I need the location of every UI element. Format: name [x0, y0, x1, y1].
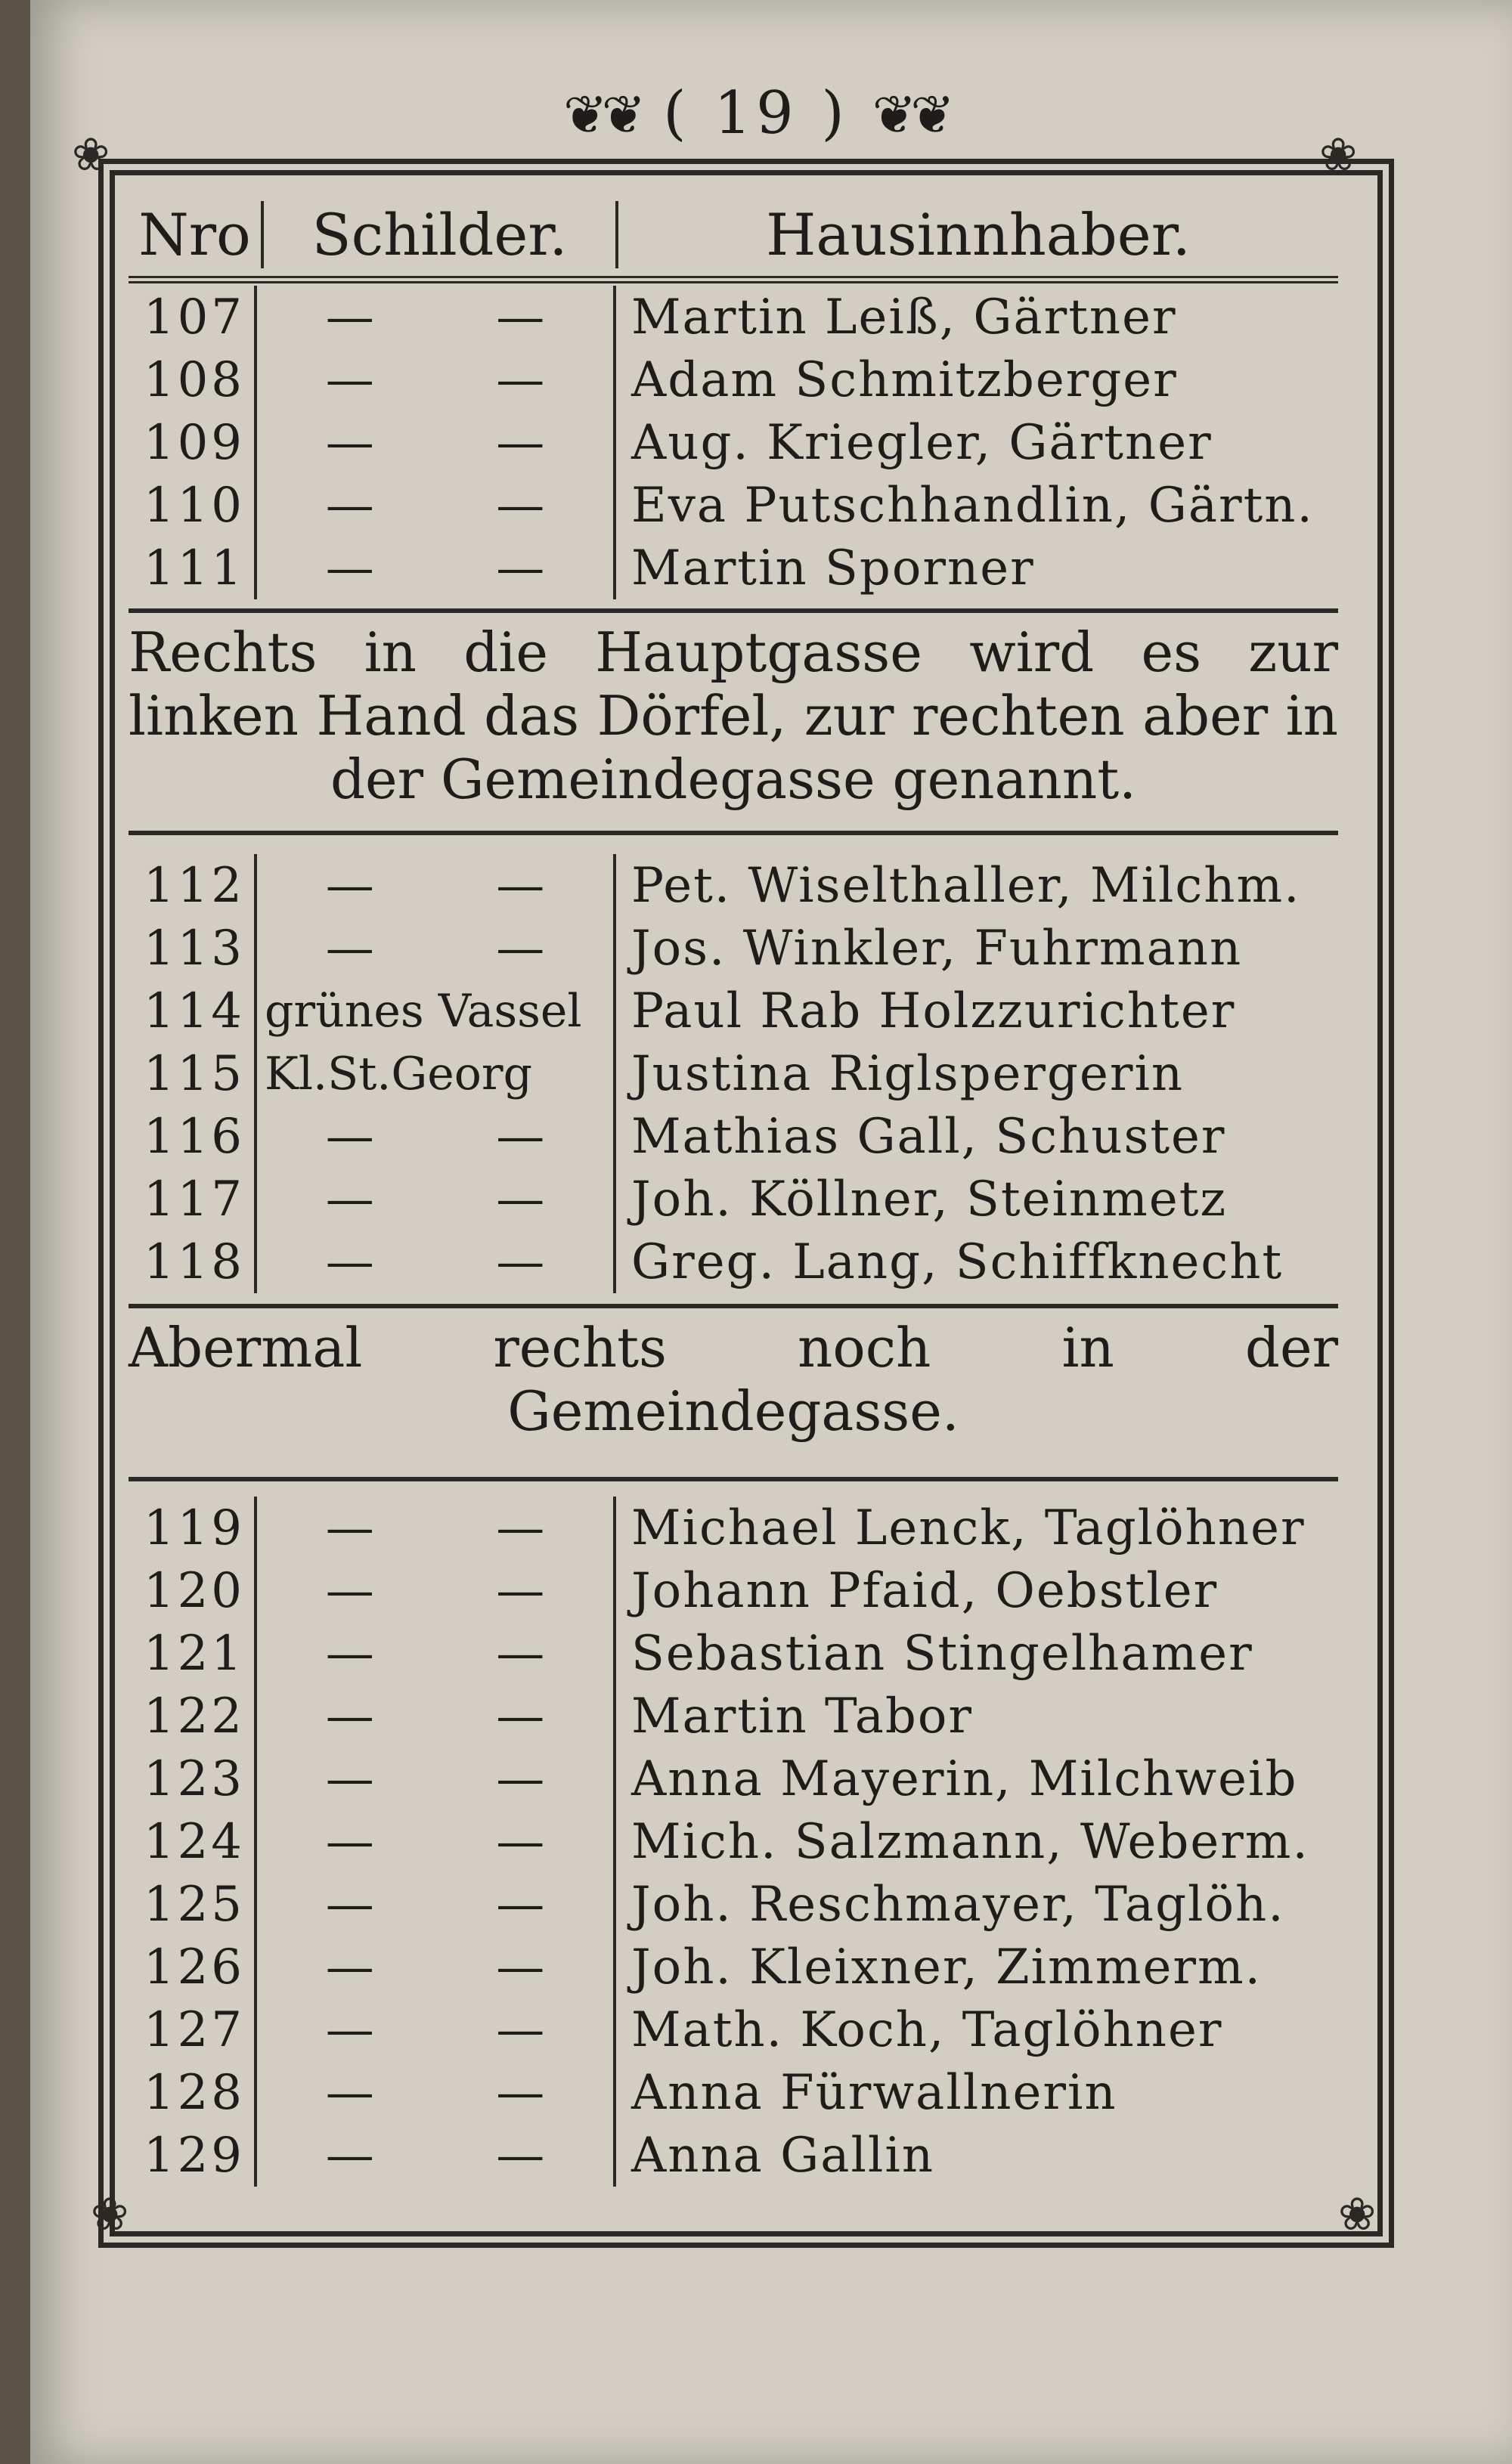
owner-name: Martin Tabor: [631, 1688, 973, 1744]
owner-name: Martin Leiß, Gärtner: [631, 289, 1177, 345]
dash: —: [496, 1500, 545, 1556]
dash: —: [496, 1813, 545, 1870]
dash: —: [496, 1876, 545, 1933]
sign-cell: [257, 1042, 616, 1105]
table-row: [129, 1936, 1338, 1998]
owner-name: Paul Rab Holzzurichter: [631, 983, 1236, 1039]
table-header: [129, 193, 1338, 283]
sign-name: Kl.St.Georg: [265, 1047, 533, 1100]
sign-cell: [257, 1105, 616, 1168]
page-header: [0, 79, 1512, 147]
house-number: 123: [129, 1747, 257, 1810]
owner-name: Michael Lenck, Taglöhner: [631, 1500, 1306, 1556]
table-row: [129, 1497, 1338, 1559]
house-number: 119: [129, 1497, 257, 1559]
house-number: 117: [129, 1168, 257, 1230]
sign-name: grünes Vassel: [265, 984, 582, 1038]
table-row: [129, 1105, 1338, 1168]
house-number: 120: [129, 1559, 257, 1622]
sign-cell: [257, 1873, 616, 1936]
dash: —: [496, 1939, 545, 1995]
dash: —: [325, 1108, 374, 1165]
owner-name: Anna Fürwallnerin: [631, 2064, 1117, 2121]
table-row: [129, 1622, 1338, 1685]
owner-name: Pet. Wiselthaller, Milchm.: [631, 857, 1301, 914]
dash: —: [325, 1939, 374, 1995]
owner-name: Eva Putschhandlin, Gärtn.: [631, 477, 1314, 534]
dash: —: [496, 2001, 545, 2058]
dash: —: [325, 414, 374, 471]
sign-cell: [257, 474, 616, 537]
table-row: [129, 1810, 1338, 1873]
house-number: 121: [129, 1622, 257, 1685]
dash: —: [325, 1171, 374, 1227]
dash: —: [496, 1234, 545, 1290]
table-row: [129, 411, 1338, 474]
dash: —: [325, 477, 374, 534]
owner-name: Adam Schmitzberger: [631, 351, 1178, 408]
house-number: 110: [129, 474, 257, 537]
dash: —: [496, 477, 545, 534]
sign-cell: [257, 1168, 616, 1230]
corner-ornament-icon: ❀: [1338, 2188, 1377, 2241]
table-row: [129, 1747, 1338, 1810]
page-number: ( 19 ): [663, 79, 849, 147]
table-row: [129, 854, 1338, 917]
dash: —: [496, 1750, 545, 1807]
table-row: [129, 2061, 1338, 2124]
sign-cell: [257, 1622, 616, 1685]
ornament-right-icon: ❦❦: [872, 84, 949, 146]
owner-name: Aug. Kriegler, Gärtner: [631, 414, 1213, 471]
house-number: 128: [129, 2061, 257, 2124]
owner-name: Martin Sporner: [631, 540, 1035, 596]
dash: —: [325, 1234, 374, 1290]
corner-ornament-icon: ❀: [1319, 128, 1358, 181]
dash: —: [496, 351, 545, 408]
street-note-2: Abermal rechts noch in der Gemeindegasse.: [129, 1304, 1338, 1481]
sign-cell: [257, 1230, 616, 1293]
house-number: 108: [129, 348, 257, 411]
dash: —: [496, 1688, 545, 1744]
table-row: [129, 1559, 1338, 1622]
house-number: 113: [129, 917, 257, 980]
table-row: [129, 1230, 1338, 1293]
house-number: 114: [129, 980, 257, 1042]
table-group-2: [129, 854, 1338, 1293]
owner-name: Joh. Reschmayer, Taglöh.: [631, 1876, 1285, 1933]
owner-name: Anna Gallin: [631, 2127, 935, 2184]
dash: —: [325, 2127, 374, 2184]
house-number: 107: [129, 286, 257, 348]
dash: —: [496, 414, 545, 471]
dash: —: [496, 857, 545, 914]
header-hausinnhaber: Hausinnhaber.: [766, 200, 1191, 268]
dash: —: [325, 1500, 374, 1556]
sign-cell: [257, 2061, 616, 2124]
dash: —: [325, 351, 374, 408]
owner-name: Jos. Winkler, Fuhrmann: [631, 920, 1243, 977]
table-row: [129, 286, 1338, 348]
owner-name: Johann Pfaid, Oebstler: [631, 1562, 1219, 1619]
house-number: 111: [129, 537, 257, 599]
table-row: [129, 917, 1338, 980]
owner-name: Justina Riglspergerin: [631, 1045, 1185, 1102]
dash: —: [325, 2064, 374, 2121]
dash: —: [325, 1562, 374, 1619]
sign-cell: [257, 917, 616, 980]
sign-cell: [257, 411, 616, 474]
dash: —: [496, 920, 545, 977]
sign-cell: [257, 1747, 616, 1810]
sign-cell: [257, 1685, 616, 1747]
sign-cell: [257, 348, 616, 411]
dash: —: [325, 1625, 374, 1682]
dash: —: [496, 1171, 545, 1227]
owner-name: Anna Mayerin, Milchweib: [631, 1750, 1298, 1807]
house-number: 124: [129, 1810, 257, 1873]
house-number: 112: [129, 854, 257, 917]
dash: —: [496, 2064, 545, 2121]
owner-name: Mathias Gall, Schuster: [631, 1108, 1226, 1165]
table-row: [129, 1998, 1338, 2061]
header-nr: Nro: [129, 201, 264, 268]
house-number: 122: [129, 1685, 257, 1747]
dash: —: [325, 540, 374, 596]
dash: —: [325, 1876, 374, 1933]
owner-name: Greg. Lang, Schiffknecht: [631, 1234, 1284, 1290]
corner-ornament-icon: ❀: [72, 128, 110, 181]
header-schilder: Schilder.: [264, 201, 618, 268]
sign-cell: [257, 1810, 616, 1873]
table-row: [129, 1873, 1338, 1936]
house-number: 127: [129, 1998, 257, 2061]
owner-name: Mich. Salzmann, Weberm.: [631, 1813, 1309, 1870]
house-number: 109: [129, 411, 257, 474]
table-row: [129, 1168, 1338, 1230]
table-row: [129, 1042, 1338, 1105]
table-group-1: [129, 286, 1338, 599]
dash: —: [496, 1108, 545, 1165]
ornament-left-icon: ❦❦: [563, 84, 640, 146]
table-row: [129, 980, 1338, 1042]
dash: —: [496, 540, 545, 596]
dash: —: [496, 2127, 545, 2184]
sign-cell: [257, 1497, 616, 1559]
sign-cell: [257, 854, 616, 917]
dash: —: [496, 289, 545, 345]
owner-name: Joh. Köllner, Steinmetz: [631, 1171, 1228, 1227]
dash: —: [325, 289, 374, 345]
dash: —: [325, 2001, 374, 2058]
dash: —: [496, 1625, 545, 1682]
table-row: [129, 537, 1338, 599]
dash: —: [325, 1688, 374, 1744]
table-row: [129, 1685, 1338, 1747]
table-row: [129, 2124, 1338, 2187]
house-number: 126: [129, 1936, 257, 1998]
corner-ornament-icon: ❀: [91, 2188, 129, 2241]
table-row: [129, 474, 1338, 537]
sign-cell: [257, 1936, 616, 1998]
dash: —: [325, 1813, 374, 1870]
sign-cell: [257, 1559, 616, 1622]
house-number: 115: [129, 1042, 257, 1105]
house-number: 129: [129, 2124, 257, 2187]
sign-cell: [257, 2124, 616, 2187]
sign-cell: [257, 1998, 616, 2061]
owner-name: Sebastian Stingelhamer: [631, 1625, 1253, 1682]
owner-name: Math. Koch, Taglöhner: [631, 2001, 1223, 2058]
dash: —: [325, 1750, 374, 1807]
dash: —: [325, 920, 374, 977]
house-number: 118: [129, 1230, 257, 1293]
table-row: [129, 348, 1338, 411]
sign-cell: [257, 286, 616, 348]
table-group-3: [129, 1497, 1338, 2187]
sign-cell: [257, 537, 616, 599]
sign-cell: [257, 980, 616, 1042]
dash: —: [325, 857, 374, 914]
house-number: 125: [129, 1873, 257, 1936]
owner-name: Joh. Kleixner, Zimmerm.: [631, 1939, 1262, 1995]
street-note-1: Rechts in die Hauptgasse wird es zur linken Hand das Dörfel, zur rechten aber in der Gemeindegasse genannt.: [129, 608, 1338, 835]
dash: —: [496, 1562, 545, 1619]
house-number: 116: [129, 1105, 257, 1168]
